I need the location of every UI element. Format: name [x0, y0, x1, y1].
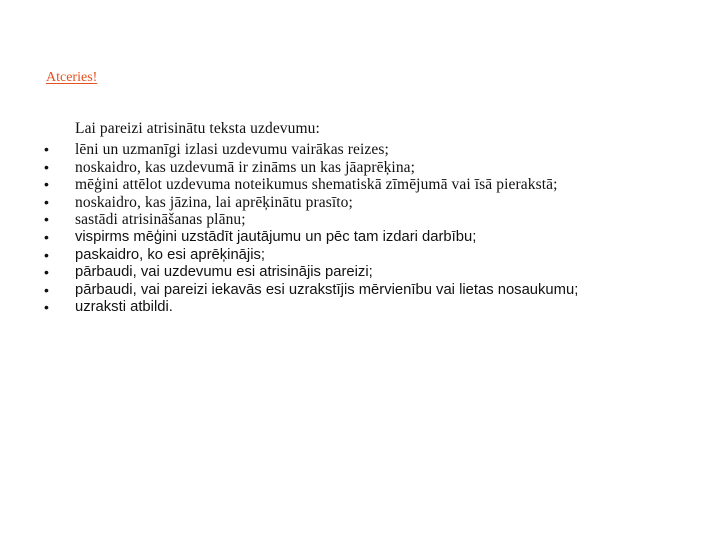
list-item — [44, 176, 684, 194]
bullet-icon: • — [44, 141, 50, 157]
list-item-text: lēni un uzmanīgi izlasi uzdevumu vairākas reizes; — [75, 141, 389, 158]
list-item — [44, 247, 684, 265]
list-item-text: vispirms mēģini uzstādīt jautājumu un pēc tam izdari darbību; — [75, 228, 477, 245]
bullet-icon: • — [44, 211, 50, 228]
steps-list — [44, 141, 684, 317]
bullet-icon: • — [44, 158, 50, 175]
bullet-icon: • — [44, 299, 49, 316]
bullet-icon: • — [44, 193, 50, 210]
list-item — [44, 229, 684, 247]
list-item-text: uzraksti atbildi. — [75, 299, 173, 316]
bullet-icon: • — [44, 228, 49, 245]
list-item-text: sastādi atrisināšanas plānu; — [75, 211, 246, 229]
list-item-text: mēģini attēlot uzdevuma noteikumus shematiskā zīmējumā vai īsā pierakstā; — [75, 176, 558, 194]
list-item — [44, 211, 684, 229]
bullet-icon: • — [44, 246, 49, 263]
list-item-text: pārbaudi, vai uzdevumu esi atrisinājis pareizi; — [75, 264, 373, 281]
list-item-text: noskaidro, kas jāzina, lai aprēķinātu prasīto; — [75, 193, 353, 211]
list-item-text: paskaidro, ko esi aprēķinājis; — [75, 246, 265, 263]
list-item — [44, 282, 684, 300]
list-item — [44, 264, 684, 282]
list-item — [44, 159, 684, 177]
list-item — [44, 141, 684, 159]
bullet-icon: • — [44, 264, 49, 281]
heading-reminder: Atceries! — [46, 70, 98, 85]
list-item-text: noskaidro, kas uzdevumā ir zināms un kas jāaprēķina; — [75, 158, 416, 176]
list-item-text: pārbaudi, vai pareizi iekavās esi uzrakstījis mērvienību vai lietas nosaukumu; — [75, 281, 579, 298]
list-item — [44, 299, 684, 317]
intro-text: Lai pareizi atrisinātu teksta uzdevumu: — [75, 120, 320, 137]
list-item — [44, 194, 684, 212]
bullet-icon: • — [44, 281, 49, 298]
bullet-icon: • — [44, 176, 50, 193]
